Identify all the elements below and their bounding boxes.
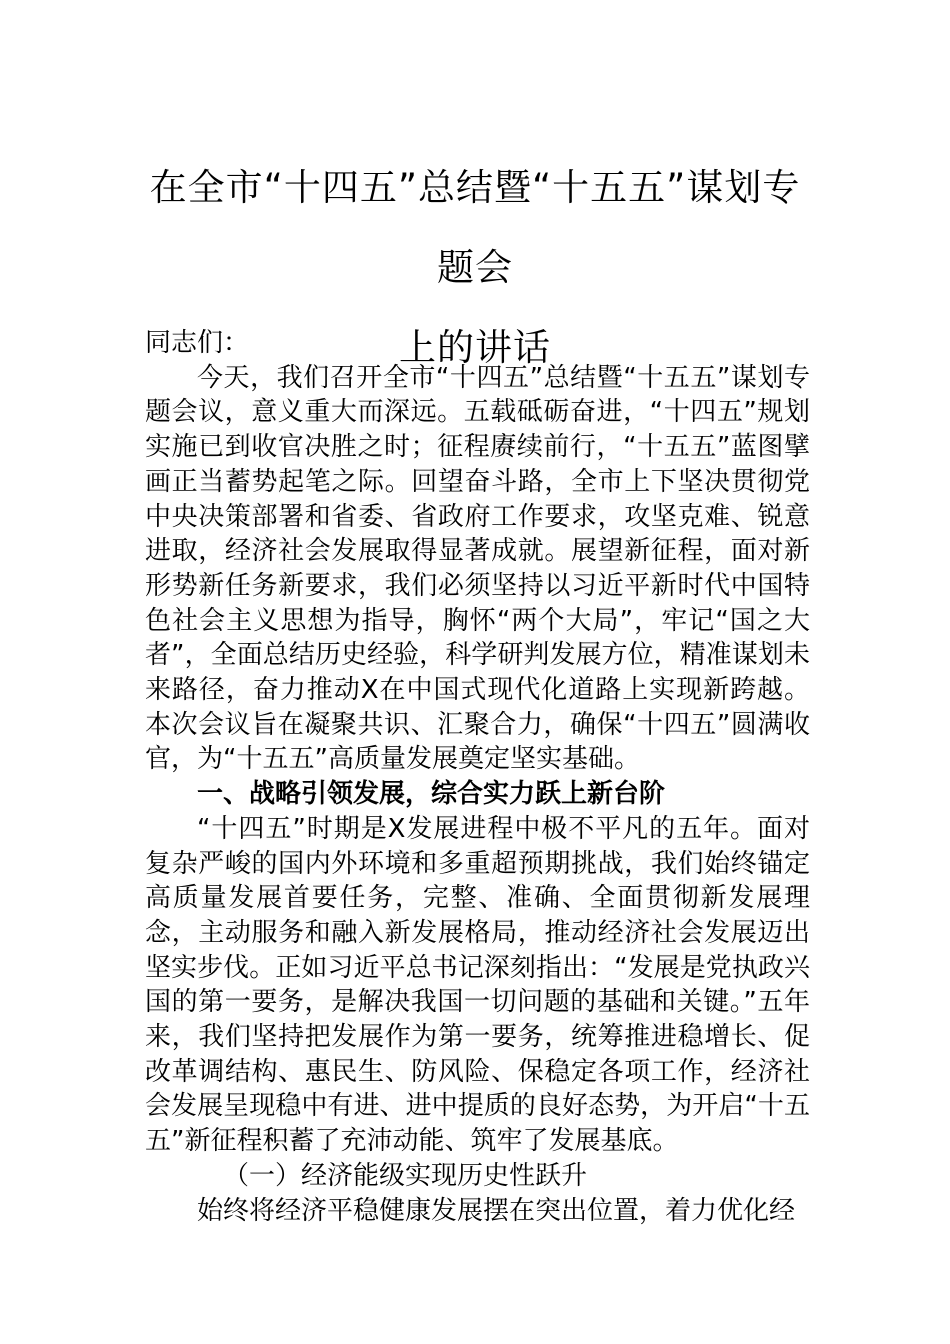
intro-paragraph: 今天，我们召开全市“十四五”总结暨“十五五”谋划专题会议，意义重大而深远。五载砥砺奋进，“十四五”规划实施已到收官决胜之时；征程赓续前行，“十五五”蓝图擘画正当蓄势起笔之际。回望奋斗路，全市上下坚决贯彻党中央决策部署和省委、省政府工作要求，攻坚克难、锐意进取，经济社会发展取得显著成就。展望新征程，面对新形势新任务新要求，我们必须坚持以习近平新时代中国特色社会主义思想为指导，胸怀“两个大局”，牢记“国之大者”，全面总结历史经验，科学研判发展方位，精准谋划未来路径，奋力推动X在中国式现代化道路上实现新跨越。本次会议旨在凝聚共识、汇聚合力，确保“十四五”圆满收官，为“十五五”高质量发展奠定坚实基础。 [145, 362, 810, 775]
subsection-1-paragraph: 始终将经济平稳健康发展摆在突出位置，着力优化经 [197, 1195, 796, 1226]
section-1-paragraph: “十四五”时期是X发展进程中极不平凡的五年。面对复杂严峻的国内外环境和多重超预期挑战，我们始终锚定高质量发展首要任务，完整、准确、全面贯彻新发展理念，主动服务和融入新发展格局，推动经济社会发展迈出坚实步伐。正如习近平总书记深刻指出：“发展是党执政兴国的第一要务，是解决我国一切问题的基础和关键。”五年来，我们坚持把发展作为第一要务，统筹推进稳增长、促改革调结构、惠民生、防风险、保稳定各项工作，经济社会发展呈现稳中有进、进中提质的良好态势，为开启“十五五”新征程积蓄了充沛动能、筑牢了发展基底。 [145, 813, 810, 1157]
title-line-1: 在全市“十四五”总结暨“十五五”谋划专题会 [149, 166, 801, 289]
salutation: 同志们： [145, 328, 250, 358]
subsection-heading-1: （一）经济能级实现历史性跃升 [223, 1160, 588, 1191]
title-line-2: 上的讲话 [399, 326, 551, 369]
section-heading-1: 一、战略引领发展，综合实力跃上新台阶 [197, 779, 666, 810]
document-body [145, 326, 810, 1228]
